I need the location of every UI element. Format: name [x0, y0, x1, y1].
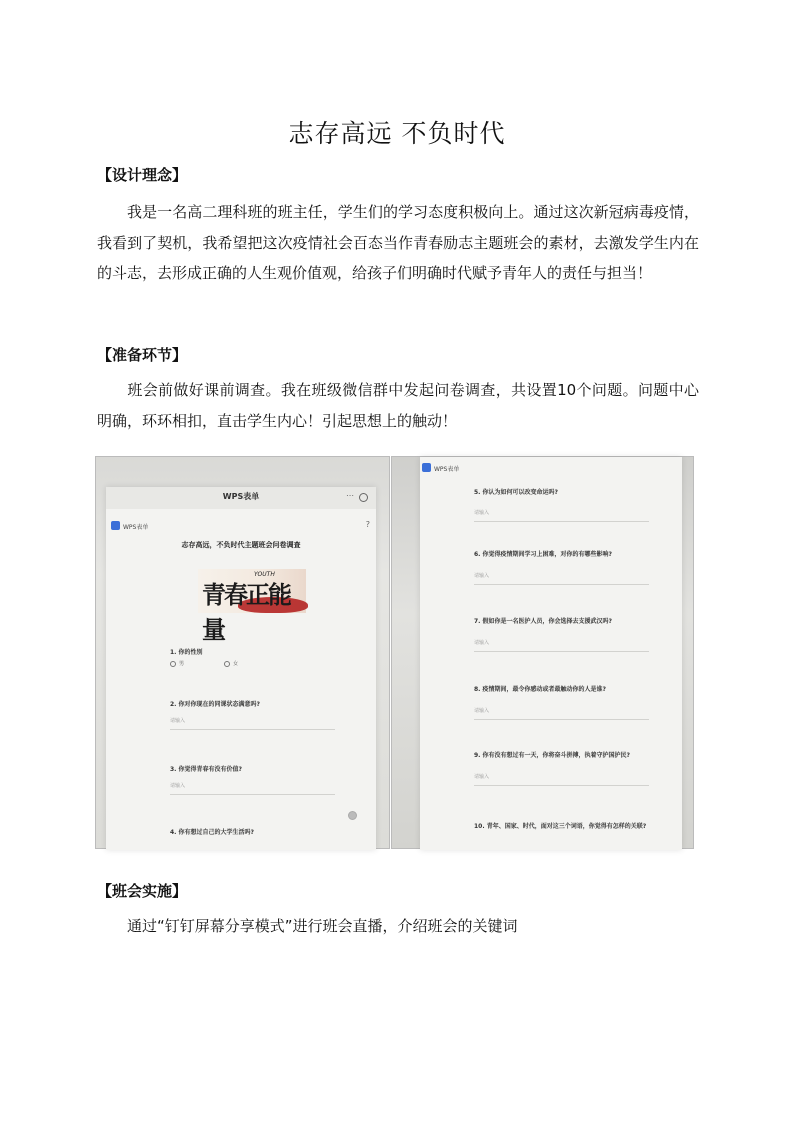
- answer-input-2[interactable]: 请输入: [170, 718, 186, 724]
- app-title: WPS表单: [222, 492, 260, 501]
- page-title: 志存高远 不负时代: [288, 119, 506, 148]
- section-heading-design: 【设计理念】: [97, 166, 188, 184]
- survey-photo-right: [391, 456, 694, 849]
- survey-title: 志存高远，不负时代主题班会问卷调查: [181, 541, 301, 549]
- wps-logo-icon: [111, 521, 120, 530]
- input-underline: [474, 785, 649, 786]
- answer-input-5[interactable]: 请输入: [474, 510, 490, 516]
- section-body-implementation: [97, 911, 699, 942]
- survey-photo-left: [95, 456, 390, 849]
- banner-subtitle: YOUTH: [254, 571, 275, 578]
- section-body-design: [97, 197, 699, 289]
- radio-male[interactable]: [170, 661, 176, 667]
- tablet-screen: [106, 487, 376, 850]
- question-6: 6. 你觉得疫情期间学习上困难，对你的有哪些影响?: [474, 551, 613, 558]
- input-underline: [474, 651, 649, 652]
- app-topbar: [106, 487, 376, 509]
- option-male: 男: [179, 661, 185, 667]
- input-underline: [474, 584, 649, 585]
- input-underline: [170, 794, 335, 795]
- answer-input-8[interactable]: 请输入: [474, 708, 490, 714]
- answer-input-7[interactable]: 请输入: [474, 640, 490, 646]
- answer-input-3[interactable]: 请输入: [170, 783, 186, 789]
- question-2: 2. 你对你现在的同课状态满意吗?: [170, 701, 261, 708]
- preparation-text: 班会前做好课前调查。我在班级微信群中发起问卷调查，共设置10个问题。问题中心明确，环环相扣，直击学生内心！引起思想上的触动！: [97, 381, 699, 430]
- help-icon: ?: [365, 520, 370, 529]
- question-7: 7. 假如你是一名医护人员，你会选择去支援武汉吗?: [474, 618, 613, 625]
- float-button-icon[interactable]: [348, 811, 357, 820]
- input-underline: [474, 521, 649, 522]
- target-icon: [359, 493, 368, 502]
- question-1: 1. 你的性别: [170, 649, 203, 656]
- option-female: 女: [233, 661, 239, 667]
- answer-input-9[interactable]: 请输入: [474, 774, 490, 780]
- wps-logo-icon: [422, 463, 431, 472]
- question-3: 3. 你觉得青春有没有价值?: [170, 766, 243, 773]
- section-heading-implementation: 【班会实施】: [97, 882, 188, 900]
- answer-input-6[interactable]: 请输入: [474, 573, 490, 579]
- wps-badge-label: WPS表单: [123, 524, 149, 531]
- implementation-text: 通过“钉钉屏幕分享模式”进行班会直播，介绍班会的关键词: [127, 917, 518, 935]
- more-icon: ⋯: [346, 491, 354, 500]
- youth-banner-image: [198, 569, 306, 644]
- question-10: 10. 青年、国家、时代，面对这三个词语，你觉得有怎样的关联?: [474, 823, 647, 830]
- banner-text: 青春正能量: [202, 580, 290, 644]
- section-heading-preparation: 【准备环节】: [97, 346, 188, 364]
- tablet-screen: [420, 457, 682, 850]
- design-text: 我是一名高二理科班的班主任，学生们的学习态度积极向上。通过这次新冠病毒疫情，我看到了契机，我希望把这次疫情社会百态当作青春励志主题班会的素材，去激发学生内在的斗志，去形成正确的人生观价值观，给孩子们明确时代赋予青年人的责任与担当！: [97, 203, 699, 282]
- wps-badge-label: WPS表单: [434, 466, 460, 473]
- input-underline: [170, 729, 335, 730]
- input-underline: [474, 719, 649, 720]
- radio-female[interactable]: [224, 661, 230, 667]
- question-4: 4. 你有想过自己的大学生活吗?: [170, 829, 255, 836]
- question-5: 5. 你认为如何可以改变命运吗?: [474, 489, 559, 496]
- question-8: 8. 疫情期间，最令你感动或者最触动你的人是谁?: [474, 686, 607, 693]
- section-body-preparation: [97, 375, 699, 436]
- question-9: 9. 你有没有想过有一天，你将奋斗拼搏，执着守护国护民?: [474, 752, 631, 759]
